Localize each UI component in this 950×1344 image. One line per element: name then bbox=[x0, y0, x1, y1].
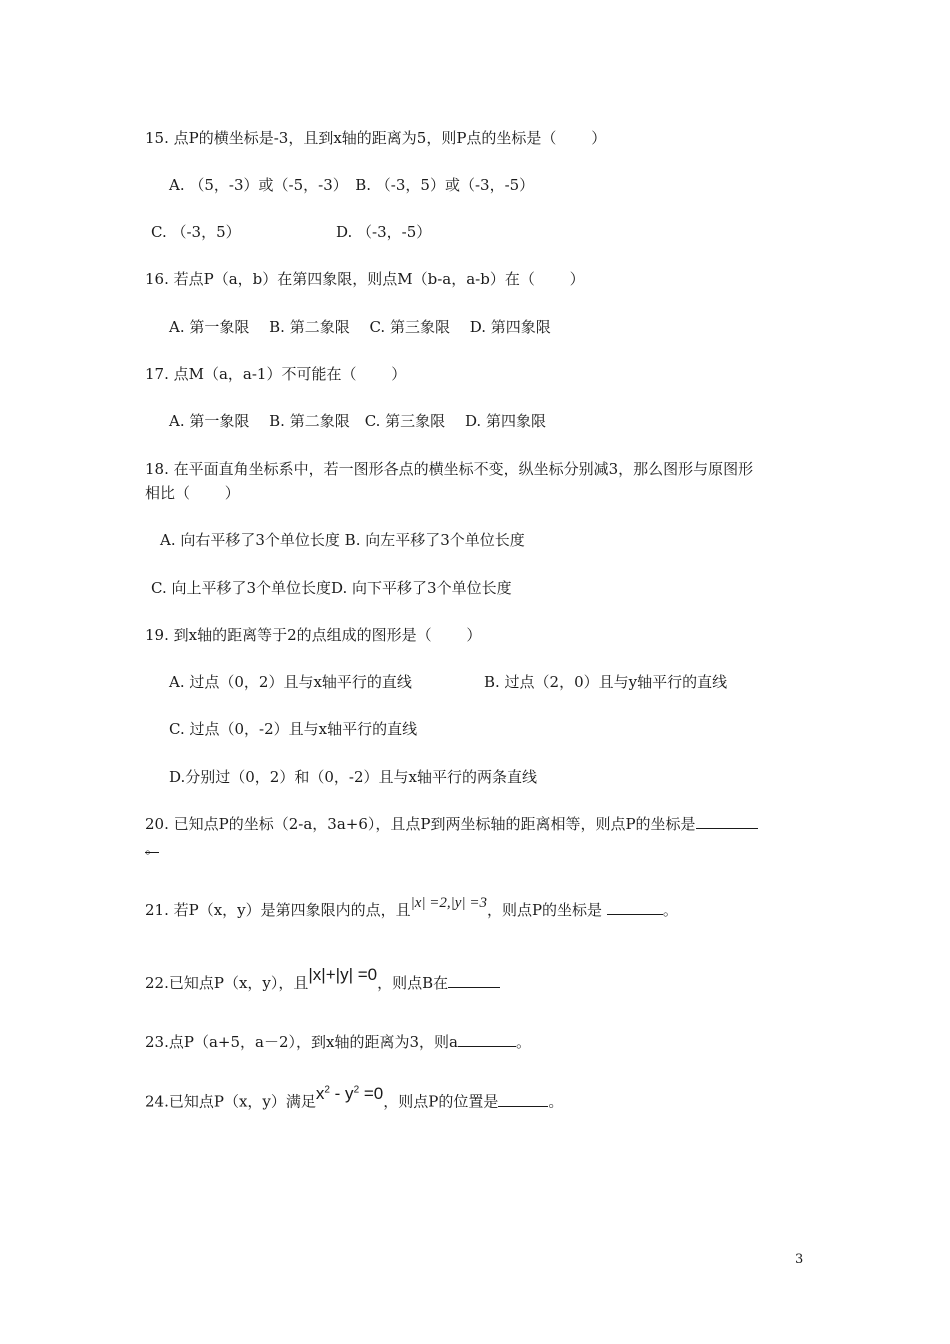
answer-blank[interactable] bbox=[458, 1032, 516, 1047]
question-19-stem: 19. 到x轴的距离等于2的点组成的图形是（ ） bbox=[145, 626, 482, 644]
question-19-option-b: B. 过点（2，0）且与y轴平行的直线 bbox=[484, 673, 728, 691]
question-16-options: A. 第一象限 B. 第二象限 C. 第三象限 D. 第四象限 bbox=[169, 318, 551, 336]
question-21-prefix: 21. 若P（x，y）是第四象限内的点，且 bbox=[145, 901, 411, 919]
question-22-suffix: ，则点B在 bbox=[377, 974, 449, 992]
question-21-period: 。 bbox=[662, 901, 678, 919]
question-24-formula bbox=[316, 1084, 383, 1103]
question-23-prefix: 23.点P（a+5，a－2），到x轴的距离为3，则a bbox=[145, 1033, 458, 1051]
formula-exponent-2: 2 bbox=[353, 1084, 360, 1095]
question-24-stem bbox=[145, 1083, 564, 1112]
formula-minus-y: - y bbox=[329, 1083, 354, 1103]
answer-blank[interactable] bbox=[696, 814, 758, 829]
question-17-options: A. 第一象限 B. 第二象限 C. 第三象限 D. 第四象限 bbox=[169, 412, 546, 430]
question-24-period: 。 bbox=[548, 1092, 564, 1111]
question-18-options-cd: C. 向上平移了3个单位长度D. 向下平移了3个单位长度 bbox=[151, 579, 512, 597]
answer-blank[interactable] bbox=[498, 1092, 548, 1107]
question-24-suffix: ，则点P的位置是 bbox=[383, 1092, 499, 1111]
formula-exponent-1: 2 bbox=[324, 1084, 330, 1095]
answer-blank[interactable] bbox=[448, 973, 500, 988]
question-18-options-ab: A. 向右平移了3个单位长度 B. 向左平移了3个单位长度 bbox=[160, 531, 525, 549]
question-19-option-c: C. 过点（0，-2）且与x轴平行的直线 bbox=[169, 720, 418, 738]
question-23-stem bbox=[145, 1032, 531, 1052]
question-16-stem: 16. 若点P（a，b）在第四象限，则点M（b-a，a-b）在（ ） bbox=[145, 270, 585, 288]
question-22-formula: |x|+|y| =0 bbox=[308, 965, 378, 984]
question-22-prefix: 22.已知点P（x，y），且 bbox=[145, 974, 309, 992]
page-number: 3 bbox=[795, 1252, 804, 1267]
question-15-stem: 15. 点P的横坐标是-3，且到x轴的距离为5，则P点的坐标是（ ） bbox=[145, 129, 607, 147]
question-24-prefix: 24.已知点P（x，y）满足 bbox=[145, 1092, 316, 1111]
question-23-period: 。 bbox=[515, 1033, 531, 1051]
question-20-stem bbox=[145, 814, 758, 834]
question-20-period: 。 bbox=[145, 839, 161, 857]
formula-x: x bbox=[315, 1083, 325, 1103]
question-18-stem-line2: 相比（ ） bbox=[145, 484, 240, 502]
question-15-option-d: D. （-3，-5） bbox=[336, 223, 432, 241]
question-20-end bbox=[145, 838, 160, 858]
question-15-option-c: C. （-3，5） bbox=[151, 223, 241, 241]
answer-blank[interactable] bbox=[607, 900, 663, 915]
question-17-stem: 17. 点M（a，a-1）不可能在（ ） bbox=[145, 365, 407, 383]
formula-equals-zero: =0 bbox=[359, 1083, 384, 1103]
question-15-options-ab: A. （5，-3）或（-5，-3） B. （-3，5）或（-3，-5） bbox=[169, 176, 535, 194]
question-18-stem-line1: 18. 在平面直角坐标系中，若一图形各点的横坐标不变，纵坐标分别减3，那么图形与原图形 bbox=[145, 460, 754, 478]
question-21-stem bbox=[145, 895, 678, 921]
question-19-option-a: A. 过点（0，2）且与x轴平行的直线 bbox=[169, 673, 412, 691]
question-21-formula: |x| =2,|y| =3 bbox=[410, 895, 487, 911]
question-19-option-d: D.分别过（0，2）和（0，-2）且与x轴平行的两条直线 bbox=[169, 768, 537, 786]
question-21-suffix: ，则点P的坐标是 bbox=[486, 901, 607, 919]
question-22-stem bbox=[145, 965, 500, 993]
question-20-text: 20. 已知点P的坐标（2-a，3a+6），且点P到两坐标轴的距离相等，则点P的坐标是 bbox=[145, 815, 696, 833]
